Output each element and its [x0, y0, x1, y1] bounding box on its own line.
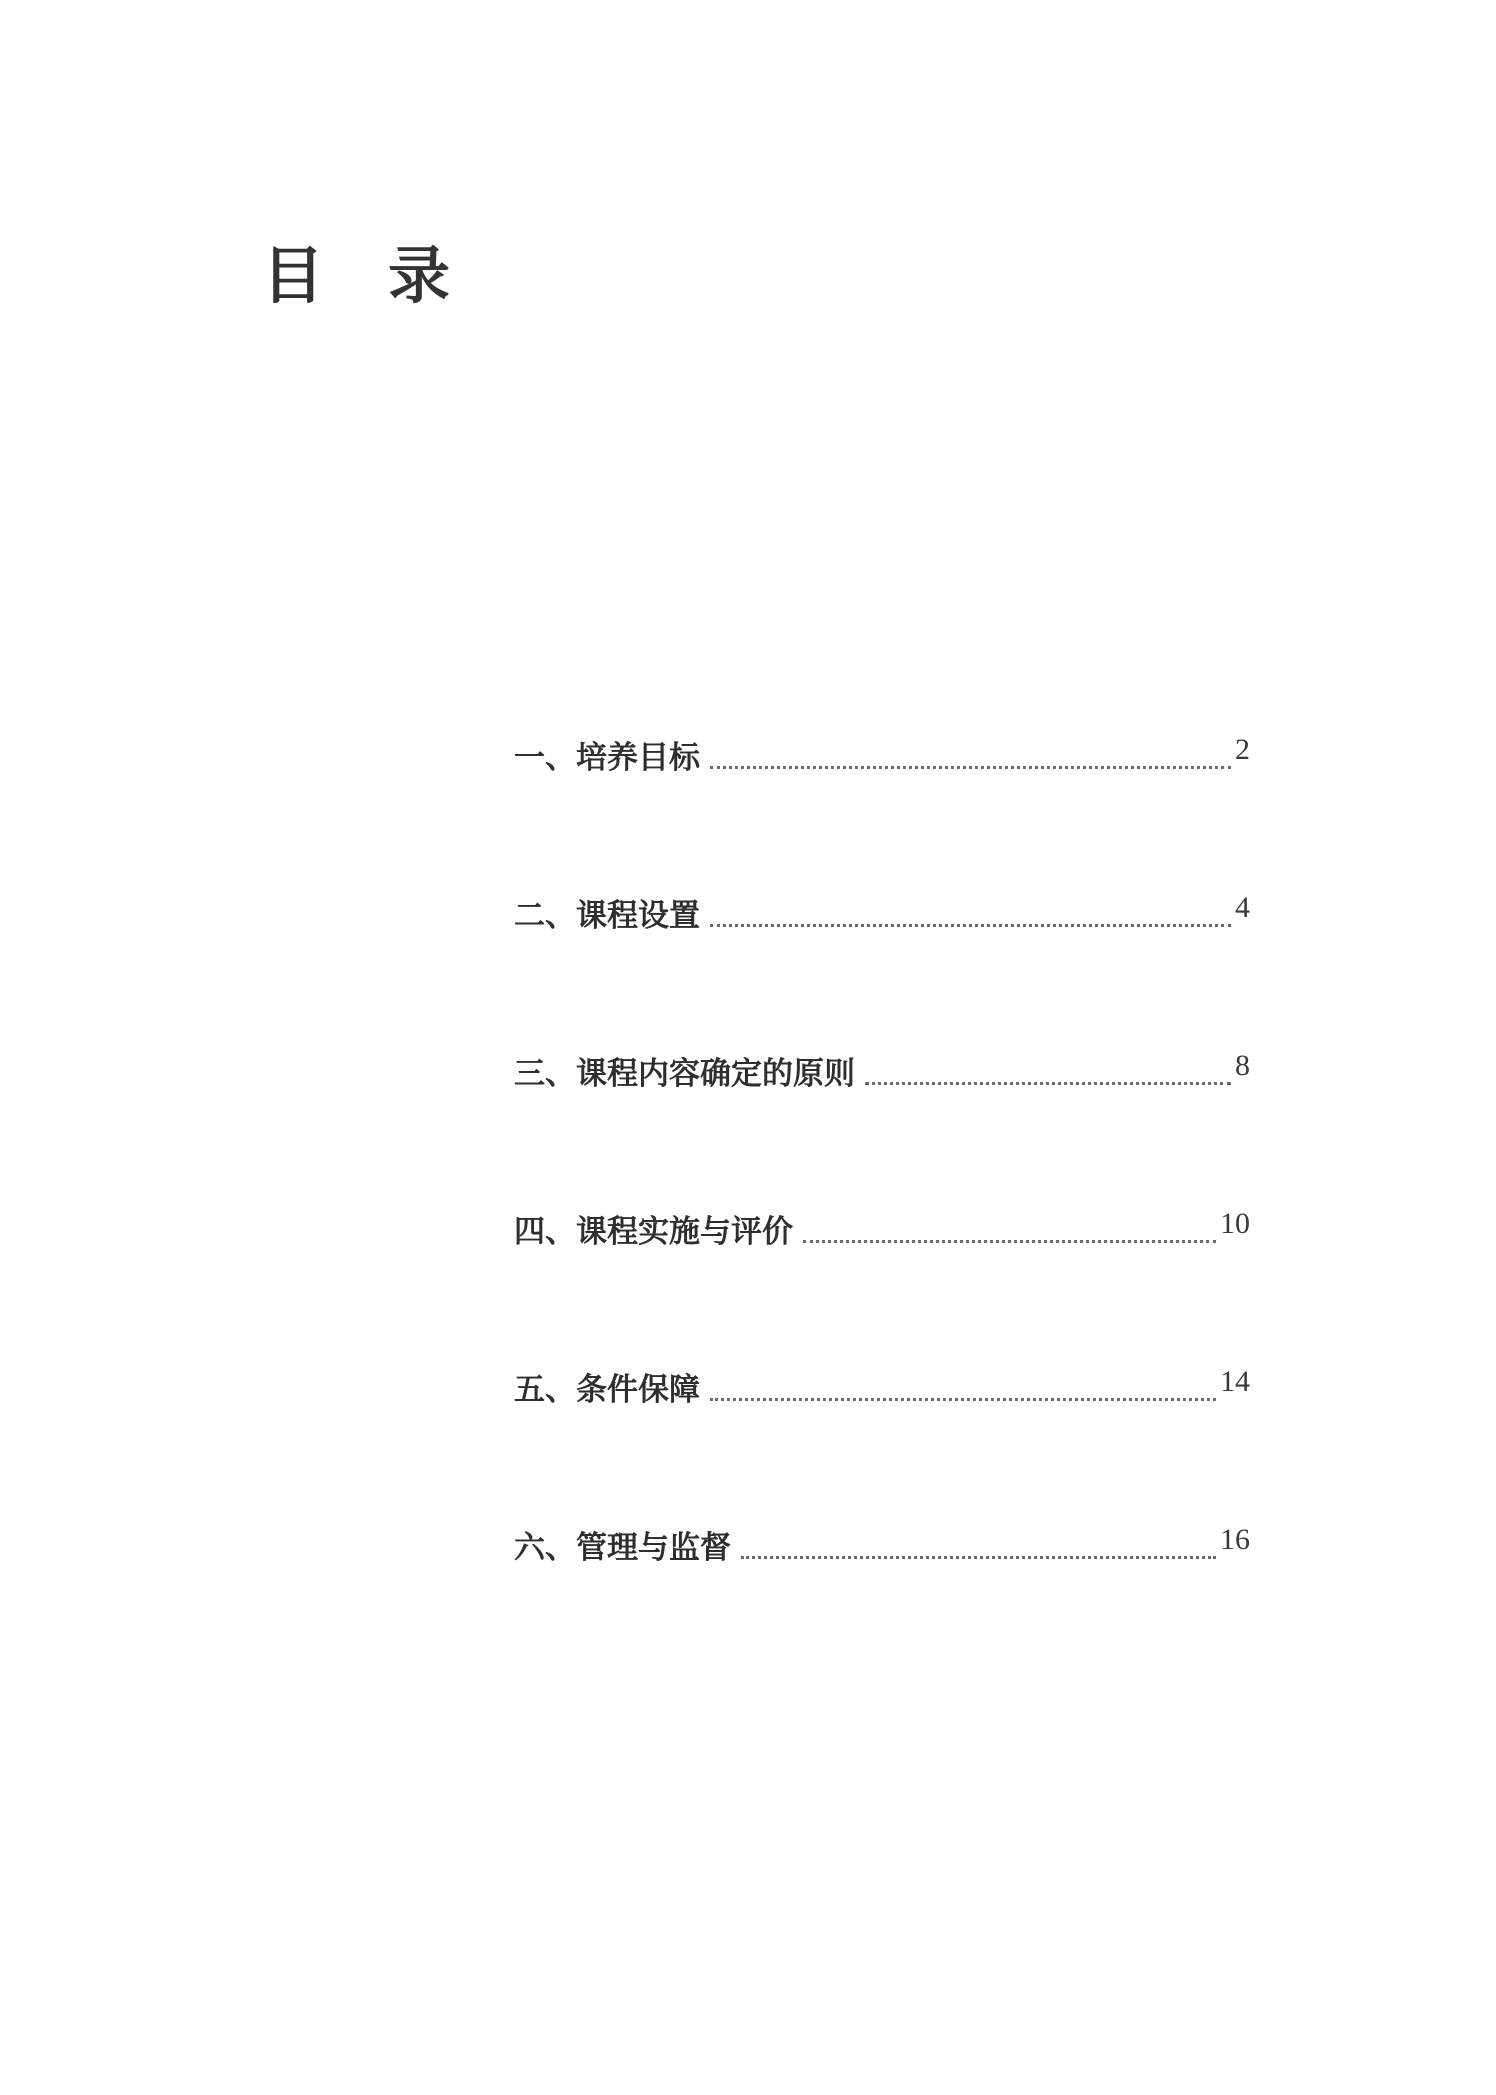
toc-entry-number: 五、 [514, 1372, 576, 1408]
toc-entry-number: 二、 [514, 898, 576, 934]
dot-leader [710, 924, 1231, 927]
dot-leader [865, 1082, 1231, 1085]
toc-entry-curriculum[interactable] [514, 891, 1250, 936]
toc-entry-management-supervision[interactable] [514, 1523, 1250, 1568]
toc-entry-content-principles[interactable] [514, 1049, 1250, 1094]
toc-entry-page-number: 16 [1220, 1523, 1250, 1556]
toc-heading [262, 238, 450, 314]
toc-entry-conditions[interactable] [514, 1365, 1250, 1410]
toc-entry-number: 一、 [514, 740, 576, 776]
dot-leader [710, 1398, 1216, 1401]
toc-entry-page-number: 10 [1220, 1207, 1250, 1240]
toc-entry-label: 管理与监督 [576, 1530, 731, 1566]
dot-leader [741, 1556, 1216, 1559]
toc-entry-label: 课程实施与评价 [576, 1214, 793, 1250]
toc-entry-label: 条件保障 [576, 1372, 700, 1408]
dot-leader [710, 766, 1231, 769]
toc-entry-label: 培养目标 [576, 740, 700, 776]
toc-list [514, 733, 1250, 1686]
toc-heading-char-1: 目 [262, 239, 325, 312]
dot-leader [803, 1240, 1216, 1243]
toc-entry-page-number: 8 [1235, 1049, 1250, 1082]
toc-entry-implementation-evaluation[interactable] [514, 1207, 1250, 1252]
toc-entry-page-number: 2 [1235, 733, 1250, 766]
toc-entry-number: 三、 [514, 1056, 576, 1092]
toc-entry-label: 课程设置 [576, 898, 700, 934]
toc-entry-page-number: 4 [1235, 891, 1250, 924]
toc-entry-number: 六、 [514, 1530, 576, 1566]
toc-entry-number: 四、 [514, 1214, 576, 1250]
toc-entry-training-goals[interactable] [514, 733, 1250, 778]
toc-entry-label: 课程内容确定的原则 [576, 1056, 855, 1092]
toc-entry-page-number: 14 [1220, 1365, 1250, 1398]
toc-heading-char-2: 录 [388, 239, 451, 312]
